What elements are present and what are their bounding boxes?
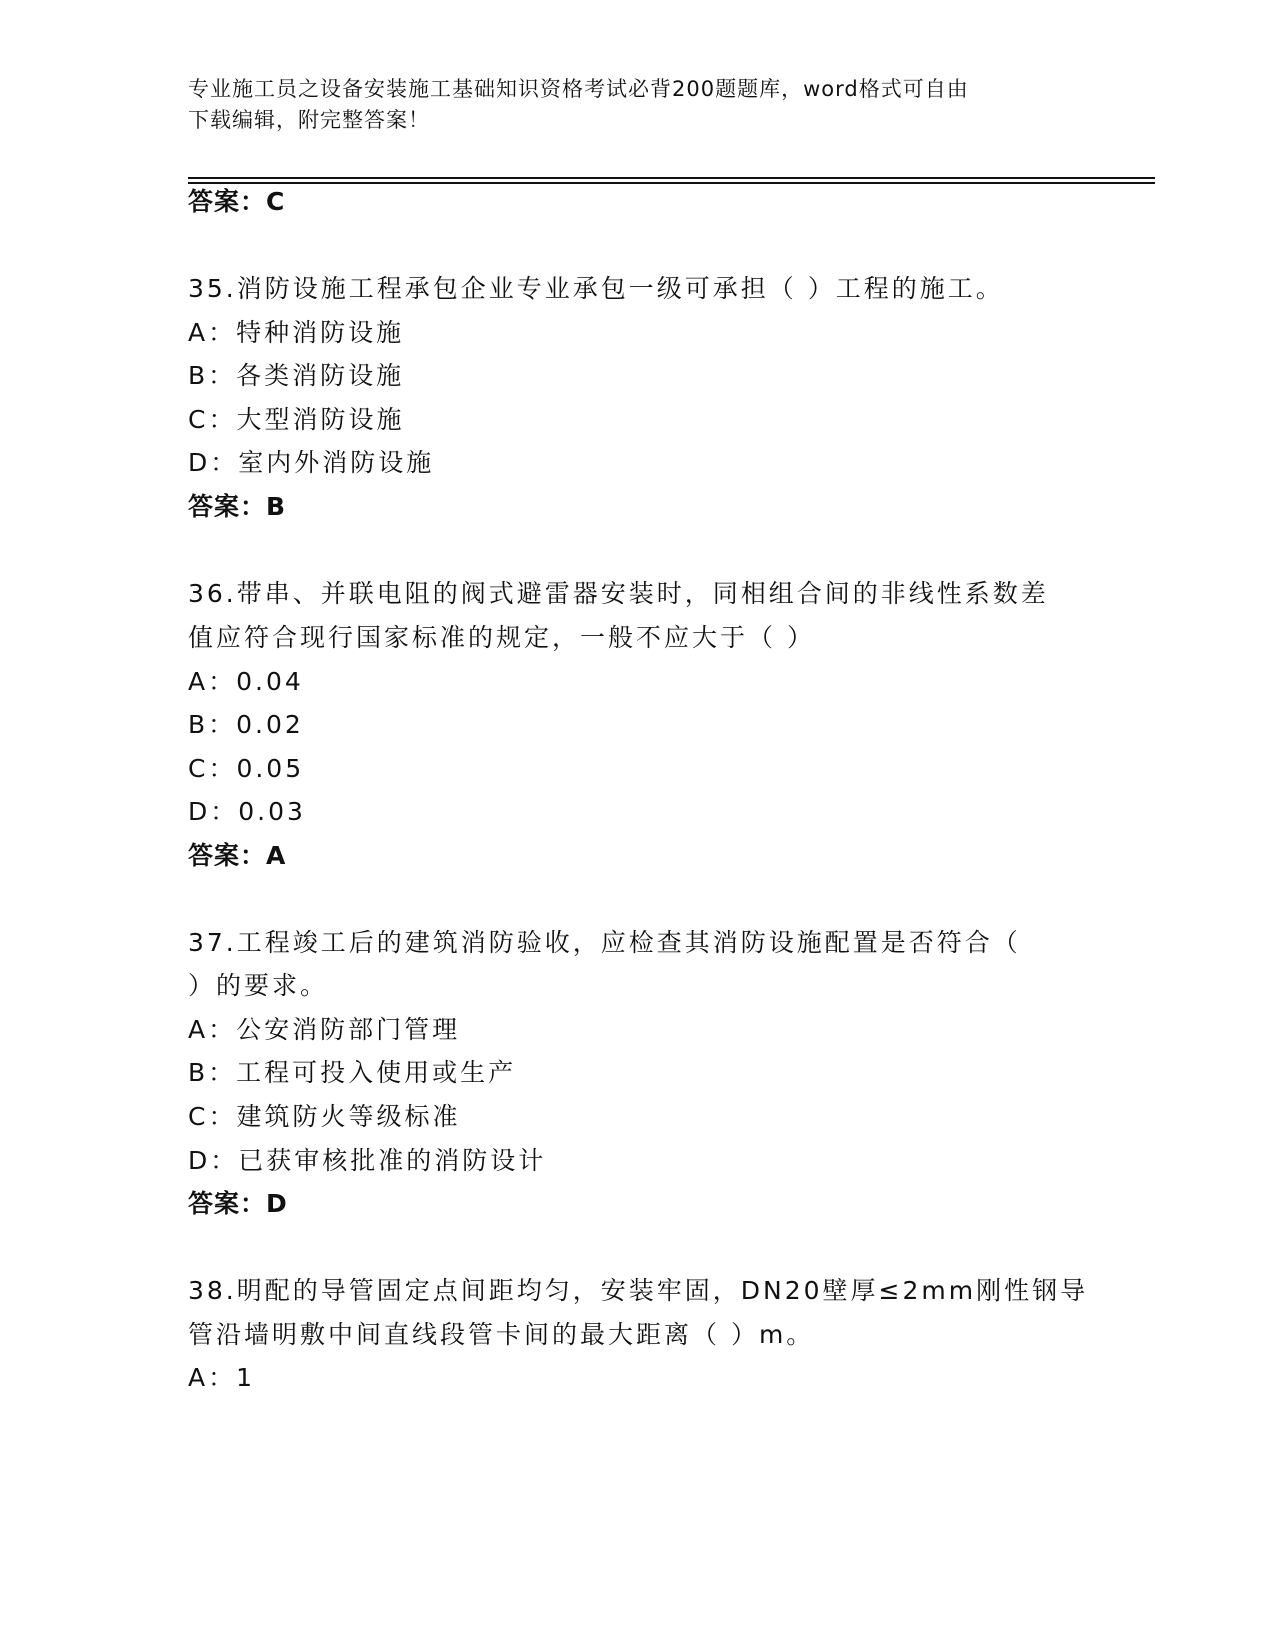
question-35-option-a: A：特种消防设施 (188, 318, 405, 347)
question-36-answer: 答案：A (188, 841, 287, 870)
question-35-answer: 答案：B (188, 492, 287, 521)
question-36-option-b: B：0.02 (188, 710, 304, 739)
question-37-answer: 答案：D (188, 1189, 288, 1218)
question-36-option-a: A：0.04 (188, 667, 304, 696)
header-divider-top (188, 177, 1155, 179)
header-line-2: 下载编辑，附完整答案！ (188, 108, 430, 132)
question-36-stem-line-2: 值应符合现行国家标准的规定，一般不应大于（ ） (188, 623, 815, 652)
question-35-stem-line-1: 35.消防设施工程承包企业专业承包一级可承担（ ）工程的施工。 (188, 274, 1004, 303)
question-36-option-d: D：0.03 (188, 797, 306, 826)
document-header (188, 74, 1068, 136)
question-37-option-c: C：建筑防火等级标准 (188, 1102, 461, 1131)
previous-answer: 答案：C (188, 187, 286, 216)
question-36-stem-line-1: 36.带串、并联电阻的阀式避雷器安装时，同相组合间的非线性系数差 (188, 579, 1049, 608)
question-37-option-b: B：工程可投入使用或生产 (188, 1058, 517, 1087)
question-37-option-d: D：已获审核批准的消防设计 (188, 1146, 547, 1175)
question-37-stem-line-2: ）的要求。 (188, 971, 329, 1000)
question-38-stem-line-1: 38.明配的导管固定点间距均匀，安装牢固，DN20壁厚≤2mm刚性钢导 (188, 1276, 1089, 1305)
question-37-option-a: A：公安消防部门管理 (188, 1015, 461, 1044)
header-divider-bottom (188, 182, 1155, 184)
question-38-option-a: A：1 (188, 1363, 256, 1392)
question-36-option-c: C：0.05 (188, 754, 305, 783)
question-37-stem-line-1: 37.工程竣工后的建筑消防验收，应检查其消防设施配置是否符合（ (188, 928, 1021, 957)
question-35-option-c: C：大型消防设施 (188, 405, 405, 434)
question-38-stem-line-2: 管沿墙明敷中间直线段管卡间的最大距离（ ）m。 (188, 1320, 815, 1349)
question-35-option-b: B：各类消防设施 (188, 361, 405, 390)
header-line-1: 专业施工员之设备安装施工基础知识资格考试必背200题题库，word格式可自由 (188, 77, 969, 101)
question-35-option-d: D：室内外消防设施 (188, 448, 435, 477)
